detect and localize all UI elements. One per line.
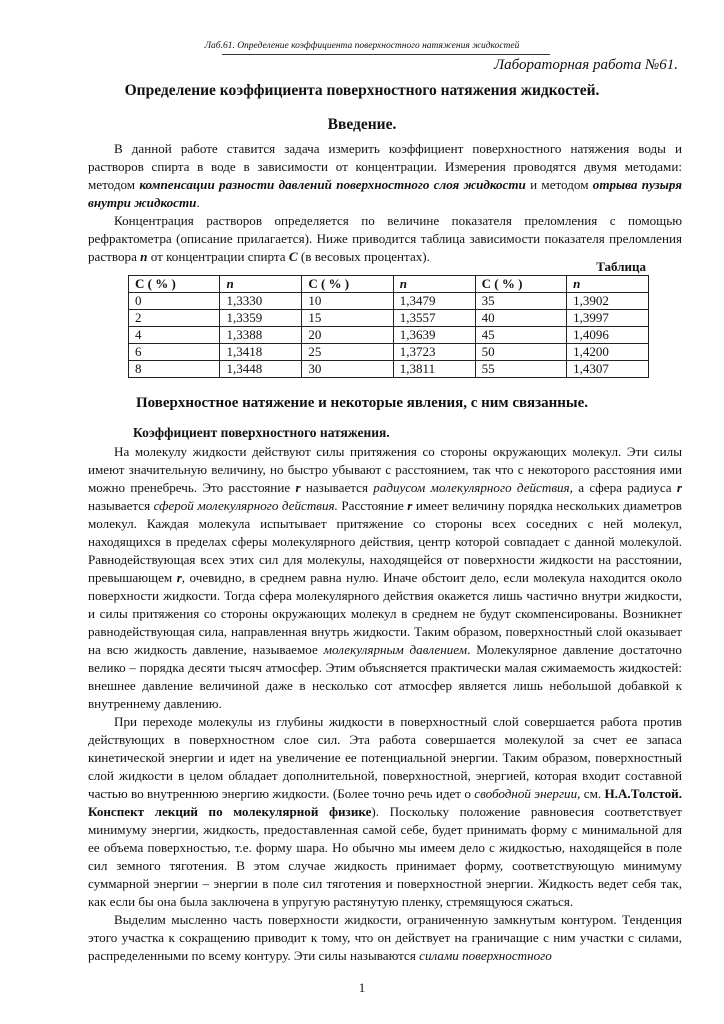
table-cell: 1,3330 bbox=[220, 293, 302, 310]
table-row bbox=[129, 361, 649, 378]
table-cell: 15 bbox=[302, 310, 393, 327]
intro-paragraph-2: Концентрация растворов определяется по величине показателя преломления с помощью рефрактометра (описание прилагается). Ниже приводится таблица зависимости показателя преломления раствора n от концентрации спирта C (в весовых процентах). bbox=[88, 213, 682, 264]
table-cell: 4 bbox=[129, 327, 220, 344]
table-cell: 6 bbox=[129, 344, 220, 361]
table-cell: 25 bbox=[302, 344, 393, 361]
table-cell: 1,4096 bbox=[567, 327, 649, 344]
table-row bbox=[129, 293, 649, 310]
table-row bbox=[129, 327, 649, 344]
table-cell: 1,3479 bbox=[393, 293, 475, 310]
section-heading-intro: Введение. bbox=[327, 116, 397, 133]
page-number: 1 bbox=[358, 980, 366, 995]
table-cell: 40 bbox=[475, 310, 566, 327]
subsection-heading-coefficient: Коэффициент поверхностного натяжения. bbox=[133, 425, 390, 440]
table-cell: 1,3359 bbox=[220, 310, 302, 327]
body-paragraph-3: Выделим мысленно часть поверхности жидкости, ограниченную замкнутым контуром. Тенденция этого участка к сокращению приводит к тому, что он действует на граничащие с ним участки с силами, распределенными по всему контуру. Эти силы называются силами поверхностного bbox=[88, 912, 682, 963]
table-cell: 1,3418 bbox=[220, 344, 302, 361]
table-cell: 1,3723 bbox=[393, 344, 475, 361]
body-paragraph-2: При переходе молекулы из глубины жидкости в поверхностный слой совершается работа против действующих в поверхностном слое сил. Эта работа совершается молекулой за счет ее запаса кинетической энергии и идет на увеличение ее потенциальной энергии. Таким образом, поверхностный слой жидкости в целом обладает дополнительной, поверхностной, энергией, которая входит составной частью во внутреннюю энергию жидкости. (Более точно речь идет о свободной энергии, см. Н.А.Толстой. Конспект лекций по молекулярной физике). Поскольку положение равновесия соответствует минимуму энергии, жидкость, предоставленная самой себе, будет принимать форму с минимальной для ее объема поверхностью, т.е. форму шара. Но обычно мы имеем дело с жидкостью, находящейся в поле сил земного тяготения. В этом случае жидкость принимает форму, соответствующую минимуму суммарной энергии – энергии в поле сил тяготения и поверхностной энергии. Жидкость ведет себя так, как если бы она была заключена в упругую растянутую пленку, стремящуюся сжаться. bbox=[88, 714, 682, 909]
table-cell: 2 bbox=[129, 310, 220, 327]
lab-number: Лабораторная работа №61. bbox=[493, 57, 678, 73]
column-header: C ( % ) bbox=[129, 276, 220, 293]
table-header-row bbox=[129, 276, 649, 293]
column-header: n bbox=[220, 276, 302, 293]
table-cell: 30 bbox=[302, 361, 393, 378]
table-cell: 45 bbox=[475, 327, 566, 344]
header-rule bbox=[222, 54, 550, 55]
table-cell: 1,3639 bbox=[393, 327, 475, 344]
table-caption: Таблица bbox=[596, 259, 646, 274]
table-cell: 1,3388 bbox=[220, 327, 302, 344]
column-header: n bbox=[393, 276, 475, 293]
table-cell: 1,4307 bbox=[567, 361, 649, 378]
section-heading-surface-tension: Поверхностное натяжение и некоторые явления, с ним связанные. bbox=[135, 395, 588, 411]
body-paragraph-1: На молекулу жидкости действуют силы притяжения со стороны окружающих молекул. Эти силы имеют значительную величину, но быстро убывают с расстоянием, так что с некоторого расстояния ими можно пренебречь. Это расстояние r называется радиусом молекулярного действия, а сфера радиуса r называется сферой молекулярного действия. Расстояние r имеет величину порядка нескольких диаметров молекул. Каждая молекула испытывает притяжение со стороны всех соседних с ней молекул, находящихся в пределах сферы молекулярного действия, центр которой совпадает с данной молекулой. Равнодействующая всех этих сил для молекулы, находящейся от поверхности жидкости на расстоянии, превышающем r, очевидно, в среднем равна нулю. Иначе обстоит дело, если молекула находится около поверхности жидкости. Тогда сфера молекулярного действия окажется лишь частично внутри жидкости, и силы притяжения со стороны окружающих молекул в среднем не будут скомпенсированы. Возникнет равнодействующая сила, направленная внутрь жидкости. Таким образом, поверхностный слой оказывает на всю жидкость давление, называемое молекулярным давлением. Молекулярное давление достаточно велико – порядка десяти тысяч атмосфер. Этим объясняется практически малая сжимаемость жидкостей: внешнее давление величиной даже в несколько сот атмосфер является лишь небольшой добавкой к внутреннему давлению. bbox=[88, 444, 683, 711]
table-cell: 1,3448 bbox=[220, 361, 302, 378]
table-cell: 8 bbox=[129, 361, 220, 378]
table-cell: 35 bbox=[475, 293, 566, 310]
table-cell: 10 bbox=[302, 293, 393, 310]
running-header: Лаб.61. Определение коэффициента поверхностного натяжения жидкостей bbox=[204, 41, 520, 51]
document-title: Определение коэффициента поверхностного натяжения жидкостей. bbox=[124, 82, 600, 99]
column-header: C ( % ) bbox=[302, 276, 393, 293]
table-cell: 1,3902 bbox=[567, 293, 649, 310]
table-cell: 1,3557 bbox=[393, 310, 475, 327]
table-cell: 1,3811 bbox=[393, 361, 475, 378]
table-cell: 0 bbox=[129, 293, 220, 310]
table-cell: 50 bbox=[475, 344, 566, 361]
table-row bbox=[129, 310, 649, 327]
table-cell: 1,3997 bbox=[567, 310, 649, 327]
column-header: n bbox=[567, 276, 649, 293]
table-cell: 1,4200 bbox=[567, 344, 649, 361]
table-cell: 20 bbox=[302, 327, 393, 344]
table-row bbox=[129, 344, 649, 361]
table-cell: 55 bbox=[475, 361, 566, 378]
intro-paragraph-1: В данной работе ставится задача измерить коэффициент поверхностного натяжения воды и растворов спирта в воде в зависимости от концентрации. Измерения проводятся двумя методами: методом компенсации разности давлений поверхностного слоя жидкости и методом отрыва пузыря внутри жидкости. bbox=[88, 141, 682, 210]
column-header: C ( % ) bbox=[475, 276, 566, 293]
refractive-index-table bbox=[128, 275, 649, 378]
